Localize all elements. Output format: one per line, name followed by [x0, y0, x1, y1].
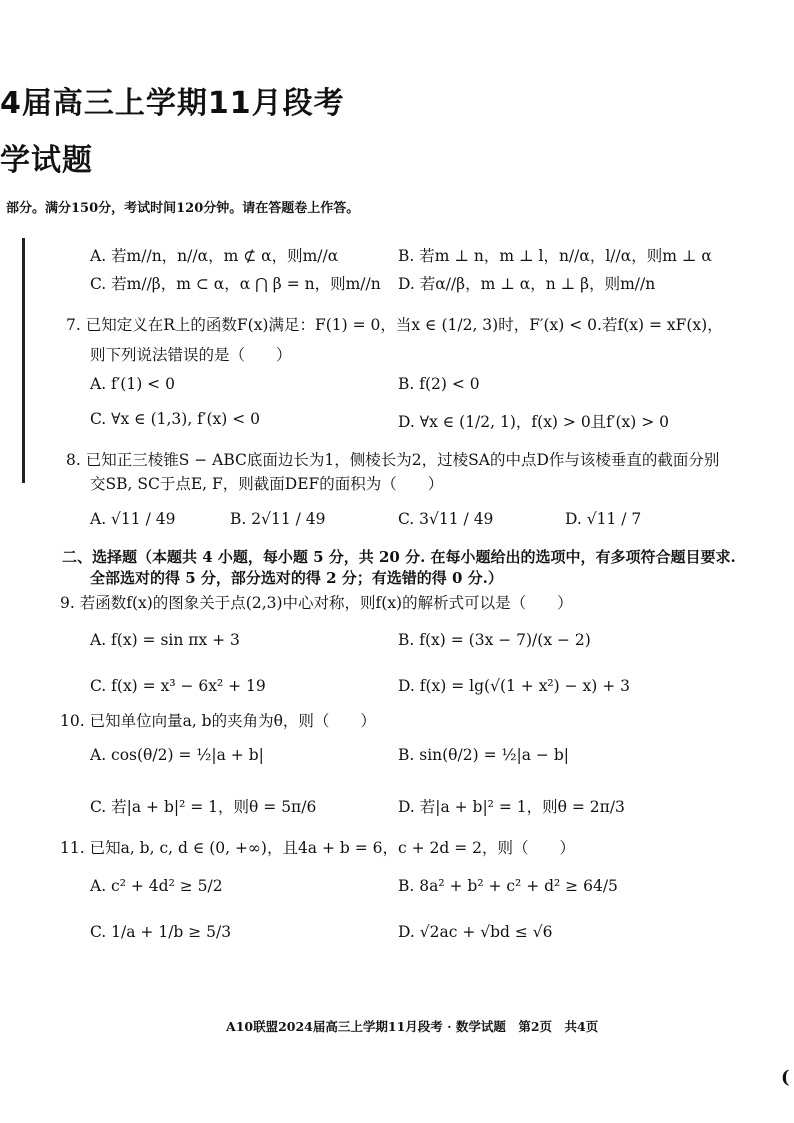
section2-header: 二、选择题（本题共 4 小题，每小题 5 分，共 20 分. 在每小题给出的选项中，有多项符合题目要求.: [62, 548, 736, 566]
q10-option-c: C. 若|a + b|² = 1，则θ = 5π/6: [90, 798, 317, 816]
q7-option-c: C. ∀x ∈ (1,3), f′(x) < 0: [90, 410, 260, 428]
q6-option-d: D. 若α//β，m ⊥ α，n ⊥ β，则m//n: [398, 275, 656, 293]
q7-option-b: B. f(2) < 0: [398, 375, 480, 393]
q10-option-d: D. 若|a + b|² = 1，则θ = 2π/3: [398, 798, 625, 816]
q10-option-b: B. sin(θ/2) = ½|a − b|: [398, 746, 569, 764]
q11-stem: 11. 已知a, b, c, d ∈ (0, +∞)，且4a + b = 6，c + 2d = 2，则（ ）: [60, 839, 576, 857]
q7-stem: 7. 已知定义在R上的函数F(x)满足：F(1) = 0，当x ∈ (1/2, 3)时，F′(x) < 0.若f(x) = xF(x)，: [66, 316, 723, 334]
exam-instructions: 部分。满分150分，考试时间120分钟。请在答题卷上作答。: [6, 201, 360, 216]
page-footer: A10联盟2024届高三上学期11月段考 · 数学试题 第2页 共4页: [226, 1019, 599, 1034]
exam-title: 4届高三上学期11月段考: [0, 86, 345, 121]
q6-option-b: B. 若m ⊥ n，m ⊥ l，n//α，l//α，则m ⊥ α: [398, 247, 712, 265]
q11-option-d: D. √2ac + √bd ≤ √6: [398, 923, 553, 941]
q10-option-a: A. cos(θ/2) = ½|a + b|: [90, 746, 264, 764]
q11-option-b: B. 8a² + b² + c² + d² ≥ 64/5: [398, 877, 618, 895]
q9-option-d: D. f(x) = lg(√(1 + x²) − x) + 3: [398, 677, 631, 695]
q9-stem: 9. 若函数f(x)的图象关于点(2,3)中心对称，则f(x)的解析式可以是（ ）: [60, 594, 573, 612]
q7-stem-cont: 则下列说法错误的是（ ）: [90, 346, 292, 364]
section2-header-cont: 全部选对的得 5 分，部分选对的得 2 分；有选错的得 0 分.）: [90, 569, 503, 587]
subject-title: 学试题: [0, 143, 93, 178]
q8-option-b: B. 2√11 / 49: [230, 510, 326, 528]
q6-option-a: A. 若m//n，n//α，m ⊄ α，则m//α: [90, 247, 339, 265]
q9-option-b: B. f(x) = (3x − 7)/(x − 2): [398, 631, 591, 649]
q8-stem-cont: 交SB, SC于点E, F，则截面DEF的面积为（ ）: [90, 475, 444, 493]
q8-stem: 8. 已知正三棱锥S − ABC底面边长为1，侧棱长为2，过棱SA的中点D作与该棱垂直的截面分别: [66, 451, 720, 469]
q11-option-a: A. c² + 4d² ≥ 5/2: [90, 877, 223, 895]
q10-stem: 10. 已知单位向量a, b的夹角为θ，则（ ）: [60, 712, 376, 730]
q9-option-c: C. f(x) = x³ − 6x² + 19: [90, 677, 266, 695]
q11-option-c: C. 1/a + 1/b ≥ 5/3: [90, 923, 232, 941]
margin-line: [22, 238, 25, 483]
q8-option-c: C. 3√11 / 49: [398, 510, 494, 528]
corner-mark: (: [781, 1067, 790, 1088]
q8-option-a: A. √11 / 49: [90, 510, 176, 528]
q7-option-d: D. ∀x ∈ (1/2, 1)，f(x) > 0且f′(x) > 0: [398, 413, 669, 431]
q9-option-a: A. f(x) = sin πx + 3: [90, 631, 240, 649]
q8-option-d: D. √11 / 7: [565, 510, 642, 528]
q7-option-a: A. f′(1) < 0: [90, 375, 175, 393]
q6-option-c: C. 若m//β，m ⊂ α，α ⋂ β = n，则m//n: [90, 275, 381, 293]
